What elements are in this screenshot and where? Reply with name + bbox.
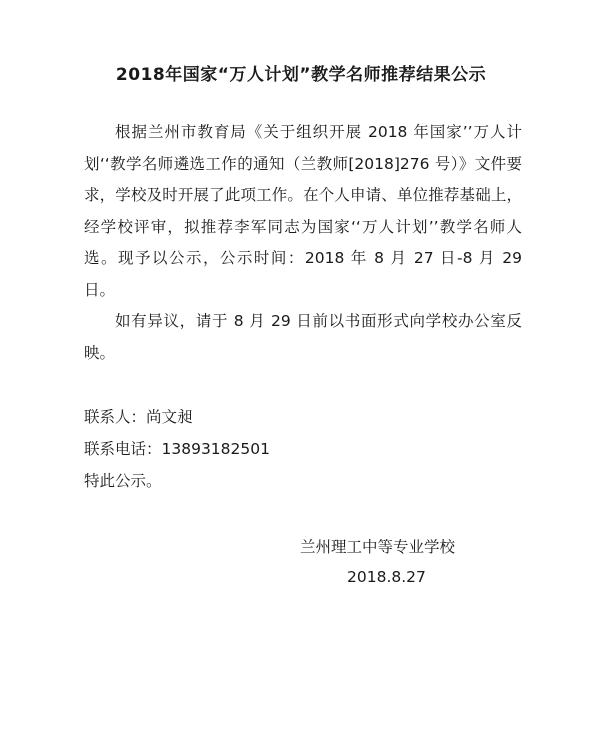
document-body — [84, 117, 522, 369]
body-paragraph-2: 如有异议，请于 8 月 29 日前以书面形式向学校办公室反映。 — [84, 312, 522, 362]
contact-phone: 联系电话：13893182501 — [84, 440, 270, 458]
signer-name: 兰州理工中等专业学校 — [300, 538, 456, 556]
closing-text: 特此公示。 — [84, 472, 162, 490]
body-paragraph-1: 根据兰州市教育局《关于组织开展 2018 年国家’’万人计划‘‘教学名师遴选工作的通知（兰教师[2018]276 号）》文件要求，学校及时开展了此项工作。在个人申请、单位推荐基础上，经学校评审，拟推荐李军同志为国家‘‘万人计划’’教学名师人选。现予以公示，公示时间：2018 年 8 月 27 日-8 月 29 日。 — [84, 123, 522, 299]
sign-date: 2018.8.27 — [347, 568, 426, 586]
document-title: 2018年国家“万人计划”教学名师推荐结果公示 — [115, 65, 487, 85]
contact-person: 联系人：尚文昶 — [84, 408, 193, 426]
